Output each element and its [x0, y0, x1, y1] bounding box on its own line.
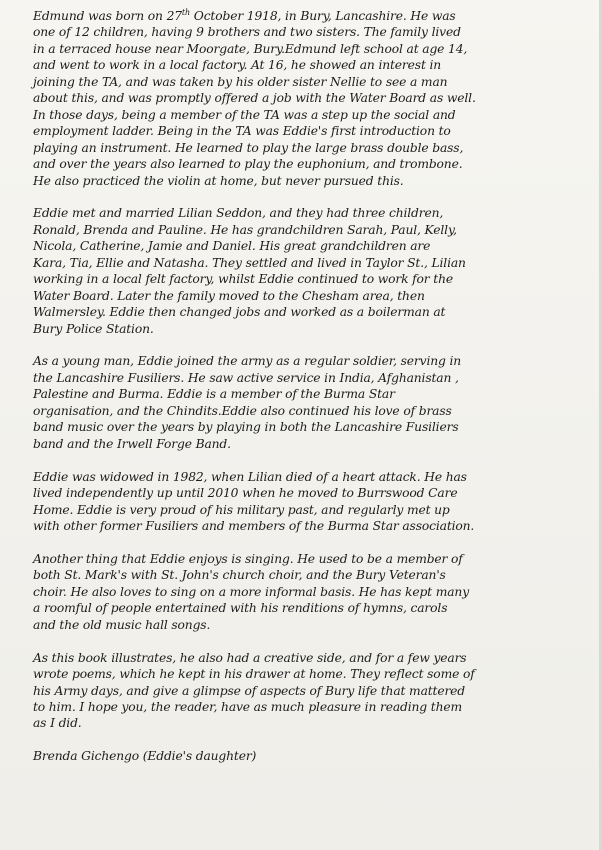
- text-line: his Army days, and give a glimpse of aspects of Bury life that mattered: [33, 683, 466, 698]
- text-line: As this book illustrates, he also had a creative side, and for a few years: [33, 650, 467, 665]
- text-line: and over the years also learned to play the euphonium, and trombone.: [33, 157, 463, 172]
- text-line: choir. He also loves to sing on a more informal basis. He has kept many: [33, 584, 469, 599]
- text-line: and went to work in a local factory. At 16, he showed an interest in: [33, 58, 442, 73]
- text-line: to him. I hope you, the reader, have as much pleasure in reading them: [33, 699, 462, 714]
- text-line: Nicola, Catherine, Jamie and Daniel. His great grandchildren are: [33, 239, 431, 254]
- paragraph-5: [33, 551, 581, 633]
- text-line: Walmersley. Eddie then changed jobs and worked as a boilerman at: [33, 305, 446, 320]
- text-line: lived independently up until 2010 when he moved to Burrswood Care: [33, 486, 458, 501]
- first-line-after: October 1918, in Bury, Lancashire. He was: [190, 9, 456, 23]
- paragraph-2: [33, 205, 581, 337]
- text-line: about this, and was promptly offered a job with the Water Board as well.: [33, 91, 476, 106]
- text-line: in a terraced house near Moorgate, Bury.Edmund left school at age 14,: [33, 41, 468, 56]
- text-line: employment ladder. Being in the TA was Eddie's first introduction to: [33, 124, 451, 139]
- text-line: organisation, and the Chindits.Eddie also continued his love of brass: [33, 403, 452, 418]
- first-line-before: Edmund was born on 27: [33, 9, 182, 23]
- text-line: wrote poems, which he kept in his drawer at home. They reflect some of: [33, 667, 475, 682]
- text-line: playing an instrument. He learned to play the large brass double bass,: [33, 140, 464, 155]
- text-line: joining the TA, and was taken by his older sister Nellie to see a man: [33, 74, 448, 89]
- text-line: band music over the years by playing in both the Lancashire Fusiliers: [33, 420, 459, 435]
- text-line: Palestine and Burma. Eddie is a member of the Burma Star: [33, 387, 395, 402]
- text-line: both St. Mark's with St. John's church choir, and the Bury Veteran's: [33, 568, 446, 583]
- text-line: In those days, being a member of the TA was a step up the social and: [33, 107, 456, 122]
- paragraph-6: [33, 650, 581, 732]
- text-line: with other former Fusiliers and members of the Burma Star association.: [33, 519, 475, 533]
- text-line: As a young man, Eddie joined the army as a regular soldier, serving in: [33, 354, 462, 369]
- text-line: the Lancashire Fusiliers. He saw active service in India, Afghanistan ,: [33, 370, 459, 385]
- text-line: Another thing that Eddie enjoys is singing. He used to be a member of: [33, 551, 463, 566]
- text-line: one of 12 children, having 9 brothers and two sisters. The family lived: [33, 25, 461, 40]
- text-line: a roomful of people entertained with his renditions of hymns, carols: [33, 601, 448, 616]
- biography-text: [33, 8, 581, 781]
- text-line: Eddie was widowed in 1982, when Lilian died of a heart attack. He has: [33, 469, 467, 484]
- text-line: and the old music hall songs.: [33, 617, 211, 632]
- text-line: band and the Irwell Forge Band.: [33, 436, 231, 451]
- paragraph-4: [33, 469, 581, 535]
- signature: Brenda Gichengo (Eddie's daughter): [33, 749, 257, 764]
- paragraph-1: [33, 8, 581, 189]
- text-line: Ronald, Brenda and Pauline. He has grandchildren Sarah, Paul, Kelly,: [33, 222, 457, 237]
- ordinal-suffix: th: [181, 7, 190, 17]
- paragraph-3: [33, 353, 581, 452]
- text-line: Home. Eddie is very proud of his military past, and regularly met up: [33, 502, 450, 517]
- text-line: Water Board. Later the family moved to the Chesham area, then: [33, 288, 425, 303]
- text-line: as I did.: [33, 716, 82, 731]
- text-line: Kara, Tia, Ellie and Natasha. They settled and lived in Taylor St., Lilian: [33, 255, 466, 270]
- text-line: He also practiced the violin at home, but never pursued this.: [33, 173, 404, 188]
- first-line: [33, 8, 581, 24]
- text-line: working in a local felt factory, whilst Eddie continued to work for the: [33, 272, 453, 287]
- text-line: Bury Police Station.: [33, 321, 154, 336]
- text-line: Eddie met and married Lilian Seddon, and they had three children,: [33, 206, 444, 221]
